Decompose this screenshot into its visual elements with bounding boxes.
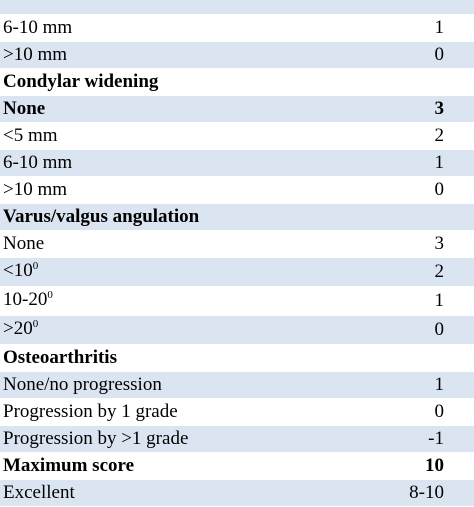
criterion-label: >20	[3, 318, 33, 340]
section-heading-cell	[0, 453, 301, 480]
section-heading-cell	[0, 69, 301, 96]
criterion-label: None	[3, 233, 45, 255]
table-row	[0, 287, 474, 316]
criterion-label: Progression by 1 grade	[3, 401, 178, 423]
criterion-cell	[0, 372, 301, 399]
criterion-label: >10 mm	[3, 179, 68, 201]
criterion-label: 6-10 mm	[3, 152, 73, 174]
table-row	[0, 0, 474, 15]
score-cell	[301, 0, 474, 15]
score-cell: -1	[301, 426, 474, 453]
section-heading-label: Condylar widening	[3, 71, 159, 93]
section-heading-label: None	[3, 98, 46, 120]
criterion-label: Progression by >1 grade	[3, 428, 189, 450]
table-row	[0, 231, 474, 258]
score-cell	[301, 345, 474, 372]
score-cell	[301, 69, 474, 96]
table-row	[0, 316, 474, 345]
score-cell: 0	[301, 42, 474, 69]
criterion-cell	[0, 177, 301, 204]
score-cell: 2	[301, 123, 474, 150]
score-cell: 1	[301, 287, 474, 316]
section-heading-row	[0, 345, 474, 372]
criterion-label: 10-20	[3, 289, 48, 311]
criterion-cell	[0, 15, 301, 42]
score-cell: 1	[301, 372, 474, 399]
criterion-cell	[0, 0, 301, 15]
table-row	[0, 42, 474, 69]
criterion-cell	[0, 42, 301, 69]
score-cell: 8-10	[301, 480, 474, 507]
criterion-cell	[0, 426, 301, 453]
section-heading-label: Osteoarthritis	[3, 347, 117, 369]
section-heading-row	[0, 453, 474, 480]
table-row	[0, 480, 474, 507]
criterion-cell	[0, 287, 301, 316]
score-cell: 0	[301, 399, 474, 426]
criterion-label: Excellent	[3, 482, 75, 504]
score-cell: 0	[301, 316, 474, 345]
section-heading-cell	[0, 204, 301, 231]
section-heading-cell	[0, 345, 301, 372]
criterion-label: <5 mm	[3, 125, 58, 147]
score-cell: 2	[301, 258, 474, 287]
table-row	[0, 150, 474, 177]
criterion-cell	[0, 150, 301, 177]
section-heading-row	[0, 204, 474, 231]
section-heading-cell	[0, 96, 301, 123]
table-row	[0, 258, 474, 287]
degree-superscript: 0	[32, 260, 39, 273]
table-row	[0, 15, 474, 42]
section-heading-label: Varus/valgus angulation	[3, 206, 200, 228]
score-cell	[301, 204, 474, 231]
score-cell: 0	[301, 177, 474, 204]
criterion-cell	[0, 316, 301, 345]
criterion-label: 6-10 mm	[3, 17, 73, 39]
score-cell: 1	[301, 150, 474, 177]
criterion-cell	[0, 123, 301, 150]
criterion-label: <10	[3, 260, 33, 282]
table-row	[0, 426, 474, 453]
section-heading-label: Maximum score	[3, 455, 135, 477]
criterion-label: >10 mm	[3, 44, 68, 66]
criterion-cell	[0, 399, 301, 426]
section-heading-row	[0, 69, 474, 96]
criterion-label: None/no progression	[3, 374, 162, 396]
degree-superscript: 0	[47, 289, 53, 302]
criterion-cell	[0, 258, 301, 287]
table-row	[0, 123, 474, 150]
table-row	[0, 177, 474, 204]
section-heading-row	[0, 96, 474, 123]
criterion-cell	[0, 231, 301, 258]
table-row	[0, 372, 474, 399]
criterion-cell	[0, 480, 301, 507]
score-cell: 3	[301, 231, 474, 258]
table-row	[0, 399, 474, 426]
degree-superscript: 0	[32, 318, 39, 331]
score-cell: 1	[301, 15, 474, 42]
score-cell: 10	[301, 453, 474, 480]
score-cell: 3	[301, 96, 474, 123]
